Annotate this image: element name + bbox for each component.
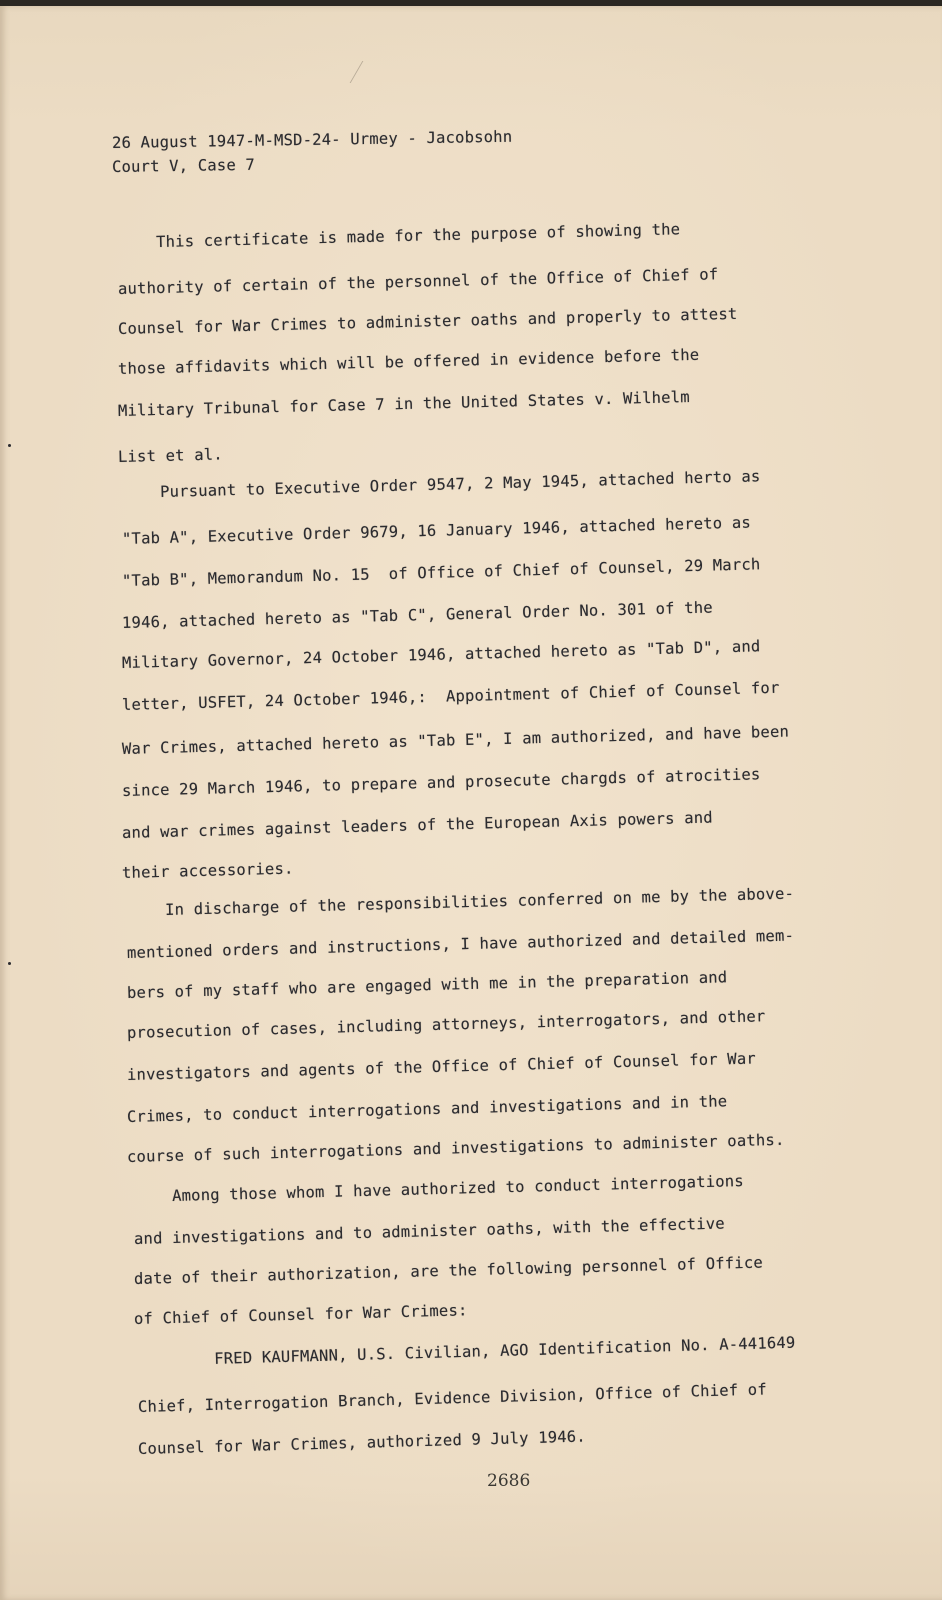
- paragraph-3-line-7: course of such interrogations and investigations to administer oaths.: [126, 1130, 785, 1166]
- paragraph-1-line-5: Military Tribunal for Case 7 in the United States v. Wilhelm: [117, 388, 690, 420]
- paragraph-3-line-2: mentioned orders and instructions, I have authorized and detailed mem-: [126, 926, 795, 962]
- paragraph-2-line-5: Military Governor, 24 October 1946, attached hereto as "Tab D", and: [121, 637, 761, 672]
- paragraph-4-line-3: date of their authorization, are the following personnel of Office: [133, 1253, 764, 1288]
- margin-dot: [8, 444, 11, 447]
- paragraph-3-line-3: bers of my staff who are engaged with me in the preparation and: [126, 968, 728, 1002]
- paragraph-1-line-2: authority of certain of the personnel of the Office of Chief of: [117, 265, 719, 298]
- header-court-line: Court V, Case 7: [111, 155, 256, 176]
- personnel-entry-line-3: Counsel for War Crimes, authorized 9 July 1946.: [137, 1427, 587, 1458]
- paragraph-3-line-4: prosecution of cases, including attorneys, interrogators, and other: [126, 1007, 766, 1042]
- paragraph-4-line-4: of Chief of Counsel for War Crimes:: [133, 1301, 468, 1328]
- paragraph-2-line-7: War Crimes, attached hereto as "Tab E", I am authorized, and have been: [121, 722, 790, 758]
- paragraph-2-line-10: their accessories.: [121, 859, 294, 882]
- personnel-entry-line-2: Chief, Interrogation Branch, Evidence Division, Office of Chief of: [137, 1380, 768, 1416]
- header-date-line: 26 August 1947-M-MSD-24- Urmey - Jacobsohn: [111, 127, 513, 152]
- page-number: 2686: [487, 1471, 531, 1491]
- paragraph-1-line-6: List et al.: [117, 445, 224, 466]
- paragraph-2-line-4: 1946, attached hereto as "Tab C", General Order No. 301 of the: [121, 598, 714, 632]
- personnel-entry-line-1: FRED KAUFMANN, U.S. Civilian, AGO Identification No. A-441649: [137, 1333, 796, 1370]
- paragraph-3-line-6: Crimes, to conduct interrogations and investigations and in the: [126, 1092, 728, 1126]
- paragraph-4-line-2: and investigations and to administer oaths, with the effective: [133, 1214, 726, 1248]
- paragraph-2-line-8: since 29 March 1946, to prepare and prosecute chargds of atrocities: [121, 765, 761, 800]
- margin-dot: [8, 962, 11, 965]
- paragraph-3-line-1: In discharge of the responsibilities conferred on me by the above-: [126, 884, 795, 920]
- document-page: [0, 6, 942, 1600]
- pencil-mark: [350, 61, 380, 83]
- paragraph-2-line-3: "Tab B", Memorandum No. 15 of Office of Chief of Counsel, 29 March: [121, 555, 761, 590]
- paragraph-1-line-3: Counsel for War Crimes to administer oaths and properly to attest: [117, 304, 738, 338]
- paragraph-2-line-9: and war crimes against leaders of the European Axis powers and: [121, 808, 714, 842]
- paragraph-3-line-5: investigators and agents of the Office of Chief of Counsel for War: [126, 1049, 757, 1084]
- paragraph-1-line-1: This certificate is made for the purpose of showing the: [117, 220, 681, 252]
- paragraph-4-line-1: Among those whom I have authorized to conduct interrogations: [133, 1172, 745, 1206]
- paragraph-2-line-2: "Tab A", Executive Order 9679, 16 January 1946, attached hereto as: [121, 513, 752, 548]
- paragraph-2-line-6: letter, USFET, 24 October 1946,: Appointment of Chief of Counsel for: [121, 678, 780, 714]
- paragraph-1-line-4: those affidavits which will be offered in evidence before the: [117, 345, 700, 378]
- paragraph-2-line-1: Pursuant to Executive Order 9547, 2 May 1945, attached herto as: [121, 467, 761, 502]
